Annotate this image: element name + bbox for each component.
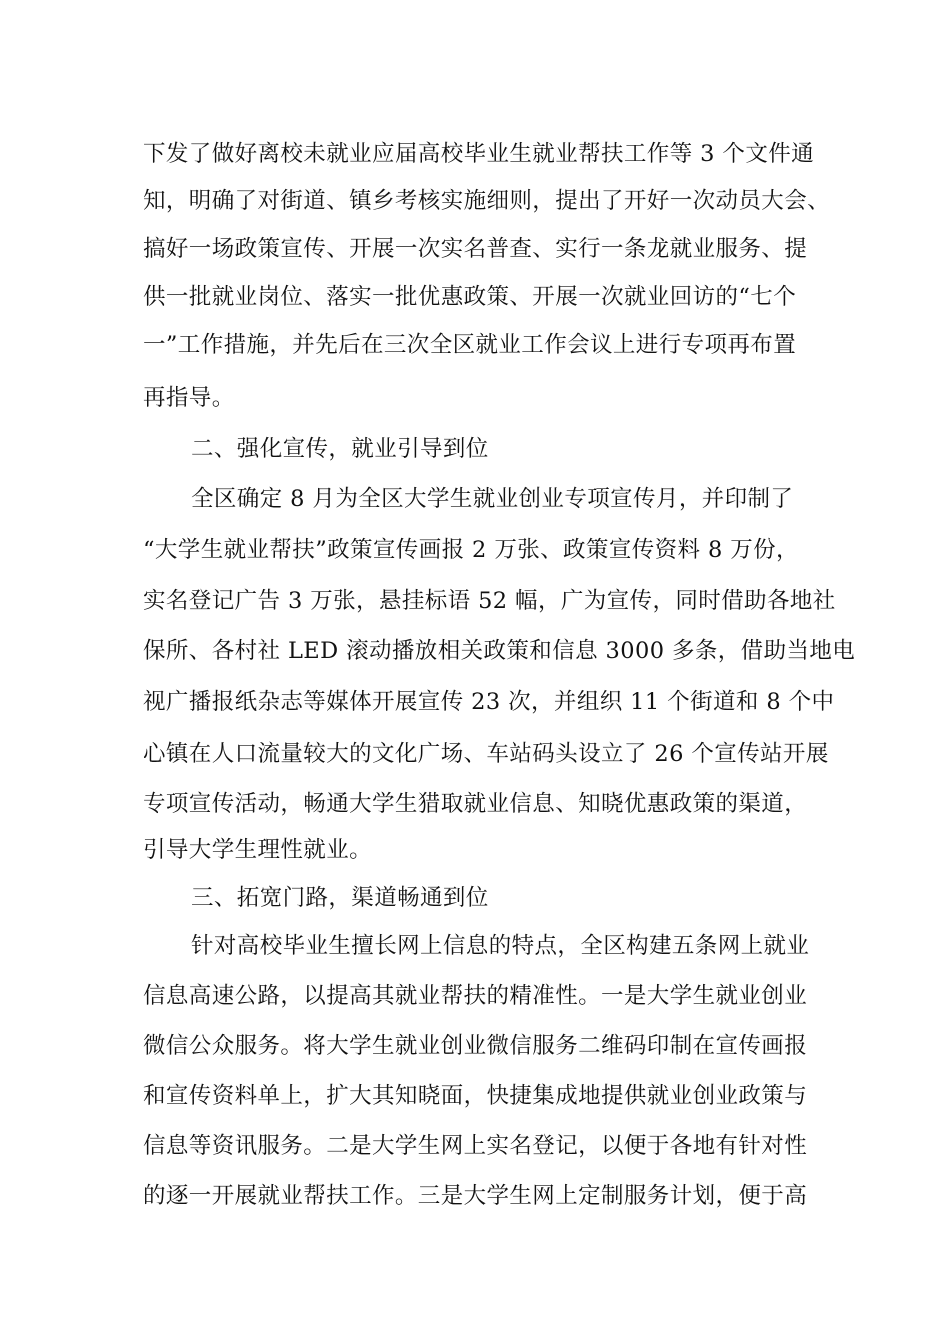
paragraph-2-line-2: “大学生就业帮扶”政策宣传画报 2 万张、政策宣传资料 8 万份， — [143, 537, 799, 563]
paragraph-2-line-8: 引导大学生理性就业。 — [143, 837, 373, 863]
paragraph-1-line-2: 知，明确了对街道、镇乡考核实施细则，提出了开好一次动员大会、 — [143, 188, 831, 214]
paragraph-2-line-6: 心镇在人口流量较大的文化广场、车站码头设立了 26 个宣传站开展 — [143, 741, 829, 767]
paragraph-1-line-1: 下发了做好离校未就业应届高校毕业生就业帮扶工作等 3 个文件通 — [143, 141, 815, 167]
paragraph-1-line-6: 再指导。 — [143, 385, 235, 411]
paragraph-3-line-2: 信息高速公路，以提高其就业帮扶的精准性。一是大学生就业创业 — [143, 983, 808, 1009]
paragraph-2-line-7: 专项宣传活动，畅通大学生猎取就业信息、知晓优惠政策的渠道， — [143, 791, 808, 817]
section-heading-2: 二、强化宣传，就业引导到位 — [191, 436, 489, 462]
paragraph-1-line-4: 供一批就业岗位、落实一批优惠政策、开展一次就业回访的“七个 — [143, 284, 797, 310]
paragraph-3-line-6: 的逐一开展就业帮扶工作。三是大学生网上定制服务计划，便于高 — [143, 1183, 808, 1209]
paragraph-2-line-4: 保所、各村社 LED 滚动播放相关政策和信息 3000 多条，借助当地电 — [143, 638, 856, 664]
paragraph-2-line-3: 实名登记广告 3 万张，悬挂标语 52 幅，广为宣传，同时借助各地社 — [143, 588, 836, 614]
paragraph-3-line-4: 和宣传资料单上，扩大其知晓面，快捷集成地提供就业创业政策与 — [143, 1083, 808, 1109]
paragraph-2-line-1: 全区确定 8 月为全区大学生就业创业专项宣传月，并印制了 — [191, 486, 794, 512]
paragraph-1-line-5: 一”工作措施，并先后在三次全区就业工作会议上进行专项再布置 — [143, 332, 797, 358]
paragraph-3-line-1: 针对高校毕业生擅长网上信息的特点，全区构建五条网上就业 — [191, 933, 810, 959]
paragraph-3-line-3: 微信公众服务。将大学生就业创业微信服务二维码印制在宣传画报 — [143, 1033, 808, 1059]
section-heading-3: 三、拓宽门路，渠道畅通到位 — [191, 885, 489, 911]
paragraph-2-line-5: 视广播报纸杂志等媒体开展宣传 23 次，并组织 11 个街道和 8 个中 — [143, 689, 835, 715]
paragraph-3-line-5: 信息等资讯服务。二是大学生网上实名登记，以便于各地有针对性 — [143, 1133, 808, 1159]
paragraph-1-line-3: 搞好一场政策宣传、开展一次实名普查、实行一条龙就业服务、提 — [143, 236, 808, 262]
